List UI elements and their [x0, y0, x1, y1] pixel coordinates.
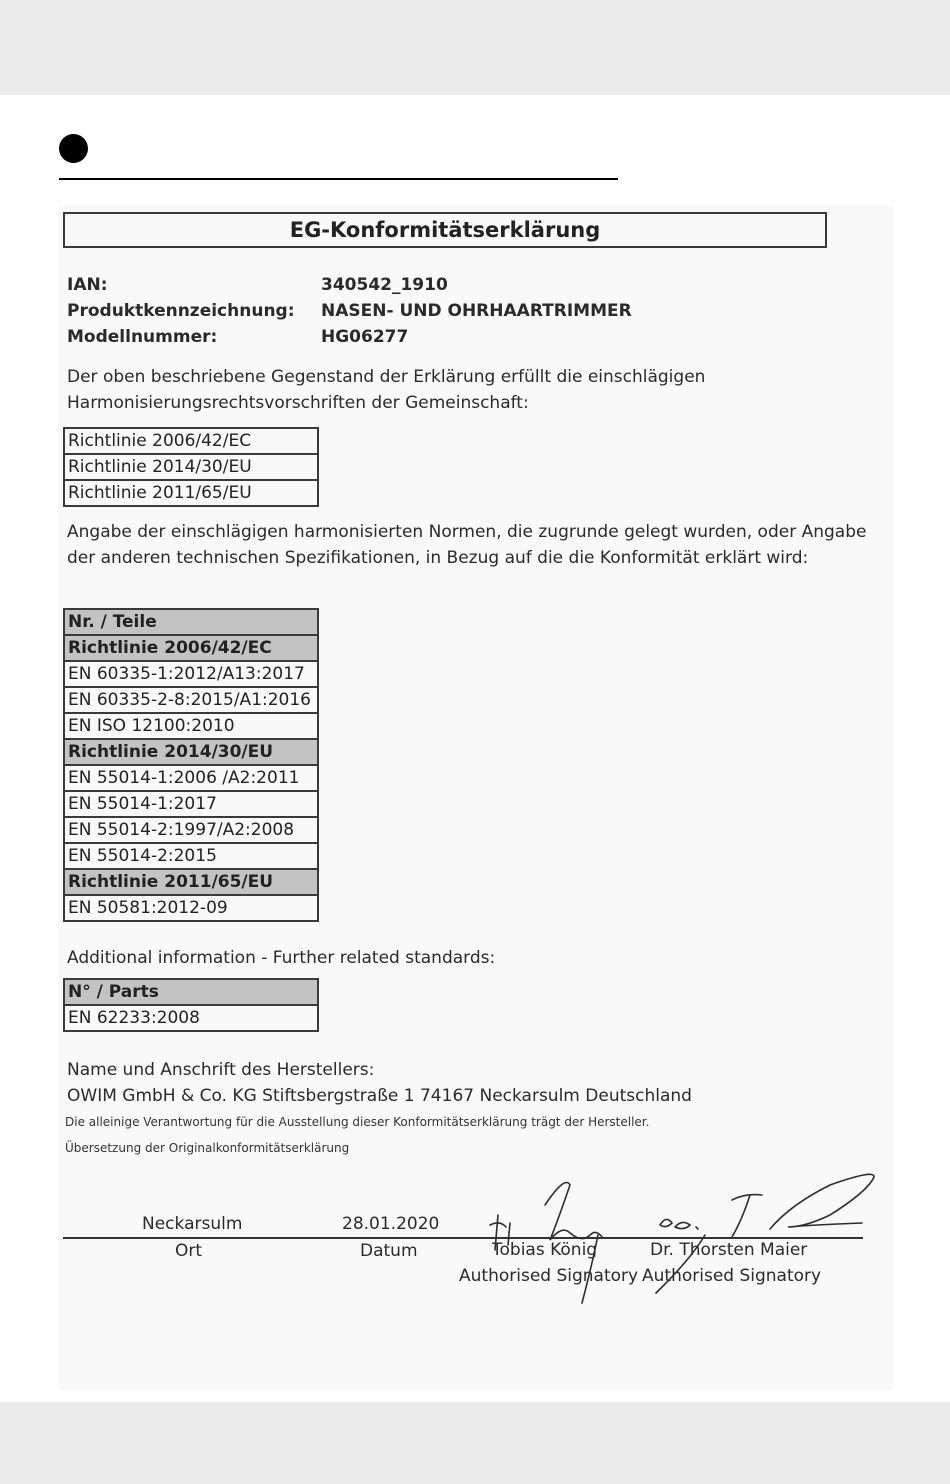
table-row: EN 55014-2:2015	[65, 842, 317, 868]
table-header-row: Richtlinie 2011/65/EU	[65, 868, 317, 894]
product-value: NASEN- UND OHRHAARTRIMMER	[321, 301, 632, 321]
signer-1-name: Tobias König	[492, 1240, 598, 1260]
intro-line-2: Harmonisierungsrechtsvorschriften der Gemeinschaft:	[67, 393, 529, 413]
top-margin	[0, 0, 950, 95]
table-header-row: N° / Parts	[65, 980, 317, 1004]
signer-2-name: Dr. Thorsten Maier	[650, 1240, 808, 1260]
signature-2-tail	[656, 1235, 705, 1293]
table-header-row: Nr. / Teile	[65, 610, 317, 634]
signature-date: 28.01.2020	[342, 1214, 440, 1234]
ian-label: IAN:	[67, 275, 108, 295]
model-label: Modellnummer:	[67, 327, 218, 347]
directive-row: Richtlinie 2006/42/EC	[68, 431, 252, 451]
table-row: EN 50581:2012-09	[65, 894, 317, 920]
language-marker-icon	[59, 134, 88, 163]
directive-row: Richtlinie 2011/65/EU	[65, 479, 317, 505]
product-label: Produktkennzeichnung:	[67, 301, 295, 321]
additional-info-heading: Additional information - Further related standards:	[67, 948, 496, 968]
bottom-margin	[0, 1402, 950, 1484]
table-row: EN 60335-1:2012/A13:2017	[65, 660, 317, 686]
signature-place: Neckarsulm	[142, 1214, 243, 1234]
table-header-row: Richtlinie 2006/42/EC	[65, 634, 317, 660]
date-label: Datum	[360, 1241, 418, 1261]
signature-1-tail	[582, 1235, 598, 1303]
directive-row: Richtlinie 2014/30/EU	[65, 453, 317, 479]
signature-1-initials	[490, 1215, 510, 1250]
signature-1-stroke	[545, 1183, 602, 1241]
responsibility-note: Die alleinige Verantwortung für die Ausstellung dieser Konformitätserklärung trägt der Hersteller.	[65, 1115, 650, 1129]
table-header-row: Richtlinie 2014/30/EU	[65, 738, 317, 764]
table-row: EN ISO 12100:2010	[65, 712, 317, 738]
model-value: HG06277	[321, 327, 409, 347]
norms-line-2: der anderen technischen Spezifikationen, in Bezug auf die die Konformität erklärt wird:	[67, 548, 809, 568]
declaration-title: EG-Konformitätserklärung	[63, 212, 827, 248]
place-label: Ort	[175, 1241, 203, 1261]
table-row: EN 62233:2008	[65, 1004, 317, 1030]
manufacturer-address: OWIM GmbH & Co. KG Stiftsbergstraße 1 74167 Neckarsulm Deutschland	[67, 1086, 692, 1106]
signer-2-role: Authorised Signatory	[642, 1266, 822, 1286]
header-rule	[59, 178, 618, 180]
additional-standards-table	[63, 978, 319, 1032]
signer-1-role: Authorised Signatory	[459, 1266, 639, 1286]
manufacturer-label: Name und Anschrift des Herstellers:	[67, 1060, 375, 1080]
table-row: EN 60335-2-8:2015/A1:2016	[65, 686, 317, 712]
norms-paragraph	[67, 519, 866, 571]
signature-2-stroke	[770, 1174, 874, 1229]
signature-2-initial	[732, 1195, 762, 1237]
handwritten-signatures	[470, 1165, 890, 1310]
signature-2-ppa	[660, 1219, 698, 1229]
translation-note: Übersetzung der Originalkonformitätserklärung	[65, 1141, 350, 1155]
table-row: EN 55014-2:1997/A2:2008	[65, 816, 317, 842]
ian-value: 340542_1910	[321, 275, 448, 295]
intro-line-1: Der oben beschriebene Gegenstand der Erklärung erfüllt die einschlägigen	[67, 367, 706, 387]
directives-table	[63, 427, 319, 507]
intro-paragraph	[67, 364, 705, 416]
norms-table	[63, 608, 319, 922]
table-row: EN 55014-1:2017	[65, 790, 317, 816]
norms-line-1: Angabe der einschlägigen harmonisierten Normen, die zugrunde gelegt wurden, oder Angabe	[67, 522, 867, 542]
table-row: EN 55014-1:2006 /A2:2011	[65, 764, 317, 790]
